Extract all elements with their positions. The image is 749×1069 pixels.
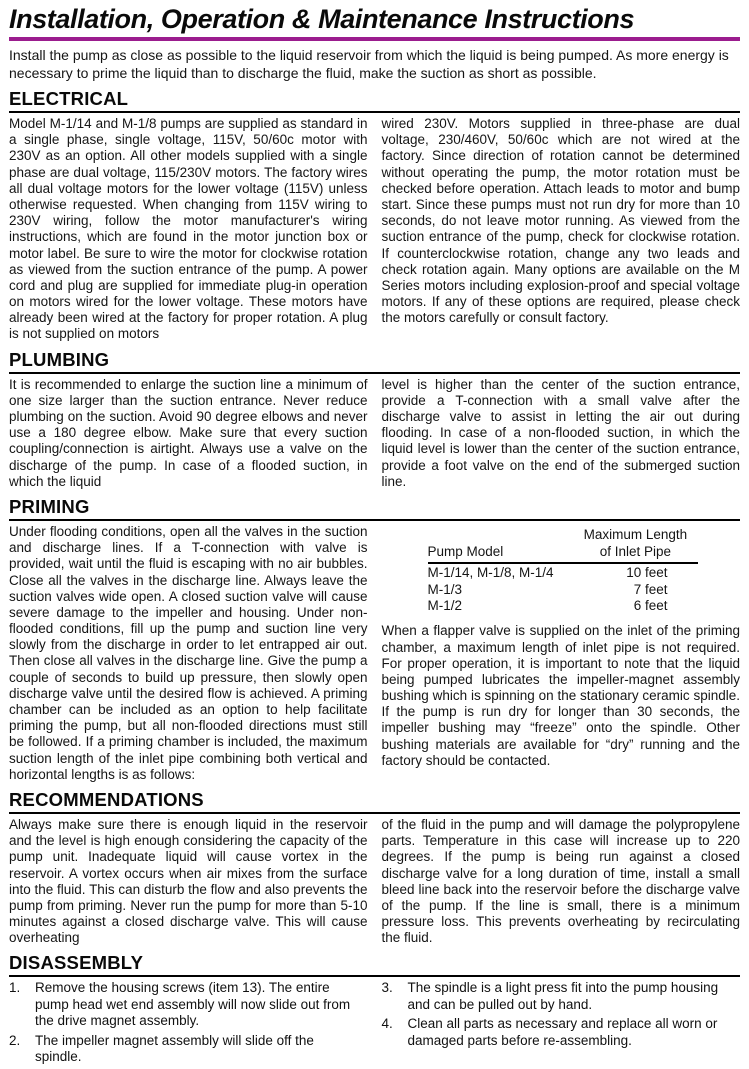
section-electrical	[9, 88, 740, 343]
table-cell-length: 6 feet	[633, 598, 668, 614]
priming-column-left: Under flooding conditions, open all the valves in the suction and discharge lines. If a T-connection with valve is provided, wait until the fluid is escaping with no air bubbles. Close all the valves in the discharge line. Always leave the suction valves wide open. A closed suction valve will cause severe damage to the impeller and housing. Under non-flooded conditions, fill up the pump and suction line very slowly from the discharge in order to let entrapped air out. Then close all valves in the discharge line. Give the pump a couple of seconds to build up pressure, then slowly open discharge valve until the desired flow is achieved. A priming chamber can be included as an option to help facilitate priming the pump, but all non-flooded directions must still be followed. If a priming chamber is included, the maximum suction length of the inlet pipe combining both vertical and horizontal lengths is as follows:	[9, 523, 368, 782]
section-heading-priming: PRIMING	[9, 496, 740, 521]
priming-right-paragraph: When a flapper valve is supplied on the inlet of the priming chamber, a maximum length of inlet pipe is not required. For proper operation, it is important to note that the liquid being pumped lubricates the impeller-magnet assembly bushing which is spinning on the stationary ceramic spindle. If the pump is run dry for longer than 30 seconds, the impeller bushing may “freeze” onto the spindle. Other bushing materials are available for “dry” running and the factory should be contacted.	[381, 623, 740, 768]
list-item-number: 4.	[381, 1016, 393, 1032]
list-item-text: The impeller magnet assembly will slide off the spindle.	[35, 1032, 314, 1065]
table-row	[428, 598, 698, 615]
table-row	[428, 582, 698, 599]
table-cell-model: M-1/3	[427, 581, 463, 597]
table-cell-length: 10 feet	[626, 564, 668, 580]
table-cell-model: M-1/2	[427, 598, 463, 614]
section-heading-electrical: ELECTRICAL	[9, 88, 740, 113]
section-recommendations	[9, 789, 740, 947]
table-cell-model: M-1/14, M-1/8, M-1/4	[427, 564, 554, 580]
plumbing-column-left: It is recommended to enlarge the suction line a minimum of one size larger than the suction entrance. Never reduce plumbing on the suction. Avoid 90 degree elbows and never use a 180 degree elbow. Make sure that every suction coupling/connection is airtight. Always use a valve on the discharge of the pump. In case of a flooded suction, in which the liquid	[9, 376, 368, 489]
section-heading-disassembly: DISASSEMBLY	[9, 952, 740, 977]
table-header-max-length	[573, 527, 697, 561]
priming-table	[428, 527, 698, 615]
disassembly-list-left	[9, 980, 368, 1068]
section-priming	[9, 496, 740, 783]
recommendations-column-right: of the fluid in the pump and will damage the polypropylene parts. Temperature in this case will increase up to 220 degrees. If the pump is being run against a closed discharge valve for a long duration of time, install a small bleed line back into the reservoir before the discharge valve of the pump. If the line is small, there is a minimum pressure loss. This prevents overheating by recirculating the fluid.	[381, 816, 740, 946]
list-item	[9, 1033, 368, 1066]
section-heading-plumbing: PLUMBING	[9, 349, 740, 374]
list-item	[382, 1016, 741, 1049]
page-title: Installation, Operation & Maintenance Instructions	[9, 4, 635, 34]
table-header-pump-model: Pump Model	[427, 543, 504, 559]
recommendations-column-left: Always make sure there is enough liquid in the reservoir and the level is high enough considering the capacity of the pump unit. Inadequate liquid will cause vortex in the reservoir. A vortex occurs when air mixes from the surface into the fluid. This can disturb the flow and also prevents the pump from priming. Never run the pump for more than 5-10 minutes against a closed discharge valve. This will cause overheating	[9, 816, 368, 946]
list-item	[382, 980, 741, 1013]
table-row	[428, 565, 698, 582]
intro-paragraph: Install the pump as close as possible to the liquid reservoir from which the liquid is being pumped. As more energy is necessary to prime the liquid than to discharge the fluid, make the suction as short as possible.	[9, 47, 729, 81]
title-rule	[9, 37, 740, 41]
table-header-max-length-line2: of Inlet Pipe	[599, 543, 672, 559]
section-heading-recommendations: RECOMMENDATIONS	[9, 789, 740, 814]
priming-column-right	[382, 524, 741, 783]
disassembly-list-right	[382, 980, 741, 1068]
list-item	[9, 980, 368, 1029]
table-cell-length: 7 feet	[633, 581, 668, 597]
list-item-text: Clean all parts as necessary and replace all worn or damaged parts before re-assembling.	[407, 1016, 718, 1048]
electrical-column-right: wired 230V. Motors supplied in three-phase are dual voltage, 230/460V, 50/60c which are not wired at the factory. Since direction of rotation cannot be determined without operating the pump, the motor rotation must be checked before operation. Attach leads to motor and bump start. Since these pumps must not run dry for more than 10 seconds, do not leave motor running. As viewed from the suction entrance of the pump, check for clockwise rotation. If counterclockwise rotation, change any two leads and check rotation again. Many options are available on the M Series motors including explosion-proof and special voltage motors. If any of these options are required, please check the motors carefully or consult factory.	[381, 116, 740, 326]
priming-table-header	[428, 527, 698, 564]
list-item-number: 1.	[9, 980, 21, 996]
list-item-text: The spindle is a light press fit into the pump housing and can be pulled out by hand.	[407, 980, 719, 1012]
list-item-number: 2.	[9, 1032, 21, 1048]
electrical-column-left: Model M-1/14 and M-1/8 pumps are supplied as standard in a single phase, single voltage, 115V, 50/60c motor with 230V as an option. All other models supplied with a single phase are dual voltage, 115/230V motors. The factory wires all dual voltage motors for the lower voltage (115V) unless otherwise requested. When changing from 115V wiring to 230V wiring, follow the motor manufacturer's wiring instructions, which are found in the motor junction box or motor label. Be sure to wire the motor for clockwise rotation as viewed from the suction entrance of the pump. A power cord and plug are supplied for immediate plug-in operation on motors wired for the lower voltage. These motors have already been wired at the factory for proper rotation. A plug is not supplied on motors	[9, 116, 368, 342]
plumbing-column-right: level is higher than the center of the suction entrance, provide a T-connection with a small valve after the discharge valve to assist in letting the air out during flooding. In case of a non-flooded suction, in which the liquid level is lower than the center of the suction entrance, provide a foot valve on the end of the submerged suction line.	[381, 376, 740, 489]
list-item-text: Remove the housing screws (item 13). The entire pump head wet end assembly will now slide out from the drive magnet assembly.	[35, 980, 351, 1029]
list-item-number: 3.	[381, 980, 393, 996]
section-plumbing	[9, 349, 740, 490]
table-header-max-length-line1: Maximum Length	[583, 526, 688, 542]
priming-table-body	[428, 564, 698, 616]
